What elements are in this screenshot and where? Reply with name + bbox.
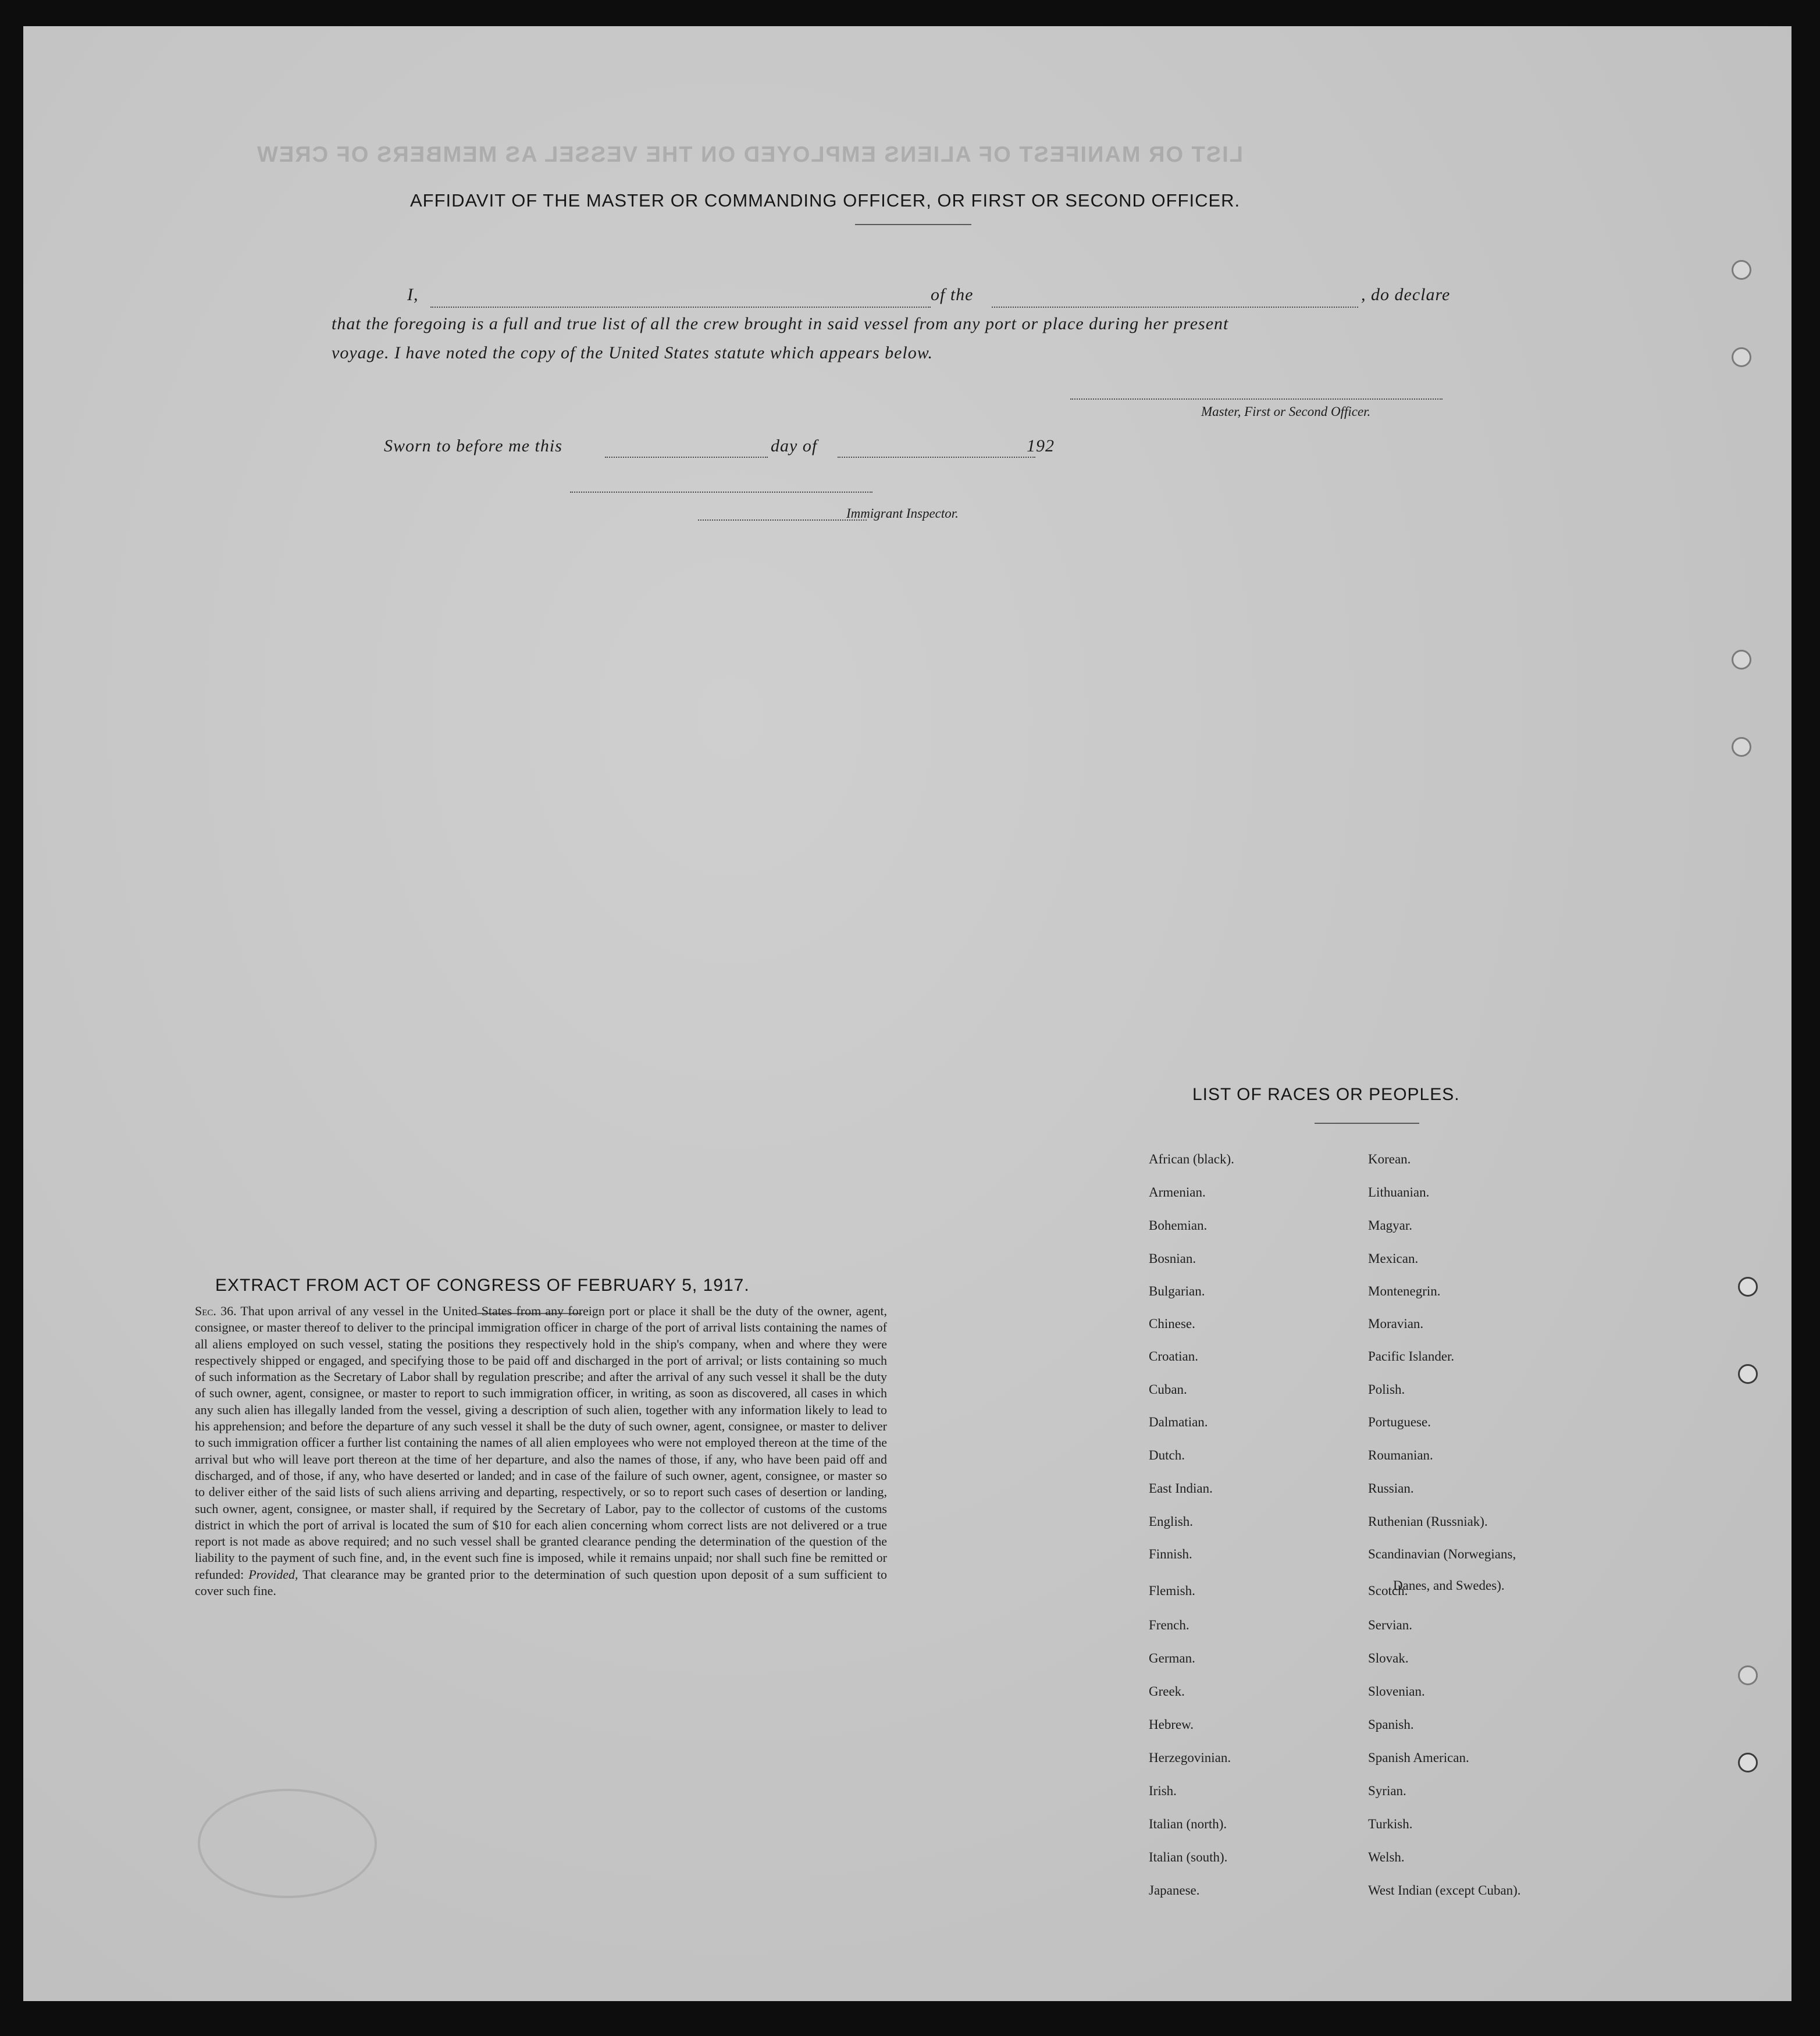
extract-paragraph	[195, 1303, 887, 1599]
race-item-right: Turkish.	[1368, 1817, 1413, 1831]
race-item-right: West Indian (except Cuban).	[1368, 1883, 1521, 1898]
race-item-right: Servian.	[1368, 1618, 1413, 1632]
race-item-left: Irish.	[1149, 1784, 1177, 1798]
race-item-left: Hebrew.	[1149, 1717, 1194, 1732]
document-page	[23, 26, 1791, 2001]
inspector-name-line	[698, 519, 867, 521]
race-item-right: Pacific Islander.	[1368, 1349, 1455, 1364]
bleed-through-text: LIST OR MANIFEST OF ALIENS EMPLOYED ON THE VESSEL AS MEMBERS OF CREW	[256, 143, 1243, 167]
affidavit-i-label: I,	[407, 285, 419, 304]
section-label: Sec. 36.	[195, 1304, 237, 1318]
master-signature-line	[1070, 398, 1443, 400]
affidavit-of-the-label: of the	[931, 285, 974, 304]
race-scandinavian-continuation: Danes, and Swedes).	[1393, 1578, 1505, 1593]
binder-hole	[1732, 737, 1751, 757]
year-label: 192	[1027, 436, 1055, 455]
race-item-left: Armenian.	[1149, 1185, 1206, 1199]
race-item-right: Spanish.	[1368, 1717, 1414, 1732]
race-item-left: Dalmatian.	[1149, 1415, 1208, 1429]
inspector-signature-line	[570, 492, 872, 493]
race-item-right: Korean.	[1368, 1152, 1411, 1166]
race-item-right: Polish.	[1368, 1382, 1405, 1397]
race-item-right: Scotch.	[1368, 1583, 1408, 1598]
faded-stamp	[198, 1789, 377, 1898]
sworn-day-blank	[605, 457, 768, 458]
race-item-right: Spanish American.	[1368, 1750, 1469, 1765]
binder-hole	[1738, 1364, 1758, 1384]
affidavit-declare-label: , do declare	[1361, 285, 1451, 304]
day-of-label: day of	[771, 436, 818, 455]
affidavit-title: AFFIDAVIT OF THE MASTER OR COMMANDING OFFICER, OR FIRST OR SECOND OFFICER.	[410, 190, 1241, 211]
affidavit-title-rule	[855, 224, 971, 225]
race-item-left: Chinese.	[1149, 1316, 1195, 1331]
master-signature-caption: Master, First or Second Officer.	[1201, 404, 1371, 419]
name-blank	[430, 307, 931, 308]
race-item-left: Greek.	[1149, 1684, 1185, 1699]
race-item-left: Cuban.	[1149, 1382, 1187, 1397]
race-item-right: Magyar.	[1368, 1218, 1413, 1233]
race-item-right: Ruthenian (Russniak).	[1368, 1514, 1488, 1529]
races-title-rule	[1315, 1123, 1419, 1124]
race-item-left: Herzegovinian.	[1149, 1750, 1231, 1765]
vessel-blank	[992, 307, 1358, 308]
race-item-right: Russian.	[1368, 1481, 1414, 1496]
binder-hole	[1738, 1277, 1758, 1297]
race-item-right: Mexican.	[1368, 1251, 1419, 1266]
race-item-left: Italian (south).	[1149, 1850, 1228, 1864]
race-item-right: Syrian.	[1368, 1784, 1406, 1798]
race-item-right: Scandinavian (Norwegians,	[1368, 1547, 1516, 1561]
race-item-left: Bohemian.	[1149, 1218, 1208, 1233]
binder-hole	[1732, 260, 1751, 280]
race-item-left: Japanese.	[1149, 1883, 1200, 1898]
sworn-label: Sworn to before me this	[384, 436, 562, 455]
race-item-right: Lithuanian.	[1368, 1185, 1430, 1199]
binder-hole	[1738, 1665, 1758, 1685]
race-item-right: Slovak.	[1368, 1651, 1409, 1665]
inspector-caption: Immigrant Inspector.	[846, 506, 959, 521]
race-item-right: Moravian.	[1368, 1316, 1424, 1331]
race-item-right: Montenegrin.	[1368, 1284, 1441, 1298]
provided-label: Provided,	[248, 1567, 298, 1582]
extract-text-part1: That upon arrival of any vessel in the United States from any foreign port or place it shall be the duty of the owner, agent, consignee, or master thereof to deliver to the principal immigration officer in charge of the port of arrival lists containing the names of all aliens employed on such vessel, stating the positions they respectively hold in the ship's company, when and where they were respectively shipped or engaged, and specifying those to be paid off and discharged in the port of arrival; or lists containing so much of such information as the Secretary of Labor shall by regulation prescribe; and after the arrival of any such vessel it shall be the duty of such owner, agent, consignee, or master to report to such immigration officer, in writing, as soon as discovered, all cases in which any such alien has illegally landed from the vessel, giving a description of such alien, together with any information likely to lead to his apprehension; and before the departure of any such vessel it shall be the duty of such owner, agent, consignee, or master to deliver to such immigration officer a further list containing the names of all alien employees who were not employed thereon at the time of the arrival but who will leave port thereon at the time of her departure, and also the names of those, if any, who have been paid off and discharged, and of those, if any, who have deserted or landed; and in case of the failure of such owner, agent, consignee, or master so to deliver either of the said lists of such aliens arriving and departing, respectively, or so to report such cases of desertion or landing, such owner, agent, consignee, or master shall, if required by the Secretary of Labor, pay to the collector of customs of the customs district in which the port of arrival is located the sum of $10 for each alien concerning whom correct lists are not delivered or a true report is not made as above required; and no such vessel shall be granted clearance pending the determination of the question of the liability to the payment of such fine, and, in the event such fine is imposed, while it remains unpaid; nor shall such fine be remitted or refunded:	[195, 1304, 887, 1582]
race-item-left: Bulgarian.	[1149, 1284, 1205, 1298]
race-item-left: Finnish.	[1149, 1547, 1192, 1561]
race-item-left: Bosnian.	[1149, 1251, 1196, 1266]
extract-title: EXTRACT FROM ACT OF CONGRESS OF FEBRUARY 5, 1917.	[215, 1276, 750, 1295]
race-item-right: Welsh.	[1368, 1850, 1405, 1864]
sworn-month-blank	[838, 457, 1035, 458]
races-title: LIST OF RACES OR PEOPLES.	[1192, 1085, 1460, 1104]
binder-hole	[1732, 347, 1751, 367]
binder-hole	[1732, 650, 1751, 670]
race-item-left: Italian (north).	[1149, 1817, 1227, 1831]
race-item-right: Portuguese.	[1368, 1415, 1431, 1429]
affidavit-body-line2: voyage. I have noted the copy of the United States statute which appears below.	[332, 343, 934, 362]
race-item-right: Slovenian.	[1368, 1684, 1425, 1699]
race-item-left: German.	[1149, 1651, 1195, 1665]
race-item-left: Croatian.	[1149, 1349, 1198, 1364]
race-item-left: French.	[1149, 1618, 1189, 1632]
race-item-left: Dutch.	[1149, 1448, 1185, 1462]
race-item-left: English.	[1149, 1514, 1194, 1529]
extract-text-part2: That clearance may be granted prior to the determination of such question upon deposit of a sum sufficient to cover such fine.	[195, 1567, 888, 1599]
race-item-left: East Indian.	[1149, 1481, 1213, 1496]
race-item-right: Roumanian.	[1368, 1448, 1433, 1462]
binder-hole	[1738, 1753, 1758, 1772]
race-item-left: Flemish.	[1149, 1583, 1195, 1598]
race-item-left: African (black).	[1149, 1152, 1234, 1166]
affidavit-body-line1: that the foregoing is a full and true list of all the crew brought in said vessel from any port or place during her present	[332, 314, 1229, 333]
